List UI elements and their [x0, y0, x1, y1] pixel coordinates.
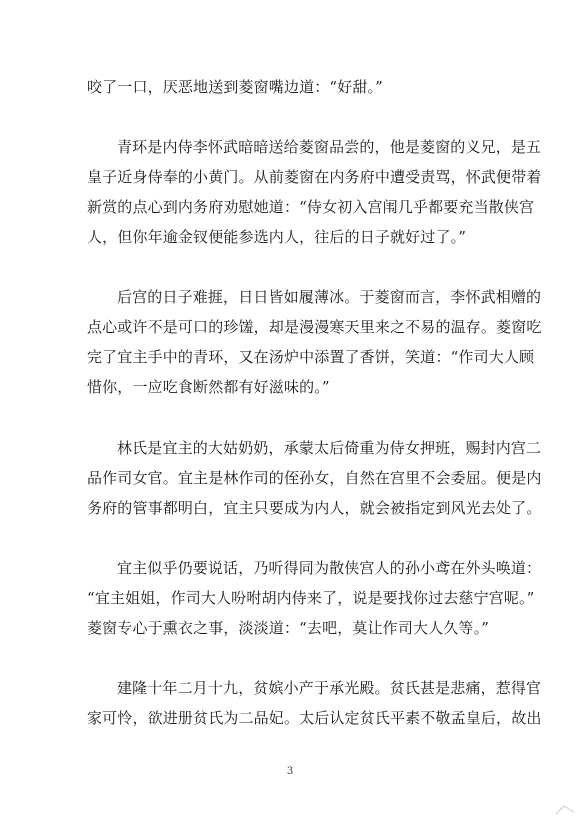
paragraph-line: 点心或许不是可口的珍馐，却是漫漫寒天里来之不易的温存。菱窗吃: [87, 318, 542, 336]
paragraph-line: 务府的管事都明白，宜主只要成为内人，就会被指定到风光去处了。: [87, 499, 542, 517]
paragraph-line: 惜你，一应吃食断然都有好滋味的。”: [87, 378, 330, 396]
paragraph-1: [87, 72, 499, 102]
paragraph-line: 林氏是宜主的大姑奶奶，承蒙太后倚重为侍女押班，赐封内宫二: [117, 439, 542, 457]
paragraph-line: 人，但你年逾金钗便能参选内人，往后的日子就好过了。”: [87, 228, 467, 246]
paragraph-4: [87, 433, 542, 523]
paragraph-line: 咬了一口，厌恶地送到菱窗嘴边道：“好甜。”: [87, 78, 383, 96]
paragraph-line: 新赏的点心到内务府劝慰她道：“侍女初入宫闱几乎都要充当散侠宫: [87, 198, 535, 216]
paragraph-line: 皇子近身侍奉的小黄门。从前菱窗在内务府中遭受责骂，怀武便带着: [87, 168, 542, 186]
paragraph-line: 宜主似乎仍要说话，乃听得同为散侠宫人的孙小鸢在外头唤道：: [117, 559, 542, 577]
paragraph-line: 菱窗专心于熏衣之事，淡淡道：“去吧，莫让作司大人久等。”: [87, 619, 490, 637]
paragraph-5: [87, 553, 542, 643]
paragraph-line: 品作司女官。宜主是林作司的侄孙女，自然在宫里不会委屈。便是内: [87, 469, 542, 487]
paragraph-line: 完了宜主手中的青环，又在汤炉中添置了香饼，笑道：“作司大人顾: [87, 348, 535, 366]
paragraph-3: [87, 282, 542, 402]
paragraph-line: “宜主姐姐，作司大人吩咐胡内侍来了，说是要找你过去慈宁宫呢。”: [87, 589, 535, 607]
corner-decoration-icon: [554, 802, 576, 816]
paragraph-line: 后宫的日子难捱，日日皆如履薄冰。于菱窗而言，李怀武相赠的: [117, 288, 542, 306]
paragraph-6: [87, 673, 542, 733]
paragraph-2: [87, 132, 542, 252]
paragraph-line: 家可怜，欲进册贫氏为二品妃。太后认定贫氏平素不敬孟皇后，故出: [87, 709, 542, 727]
page-number: 3: [286, 766, 294, 777]
paragraph-line: 建隆十年二月十九，贫嫔小产于承光殿。贫氏甚是悲痛，惹得官: [117, 679, 542, 697]
paragraph-line: 青环是内侍李怀武暗暗送给菱窗品尝的，他是菱窗的义兄，是五: [117, 138, 542, 156]
